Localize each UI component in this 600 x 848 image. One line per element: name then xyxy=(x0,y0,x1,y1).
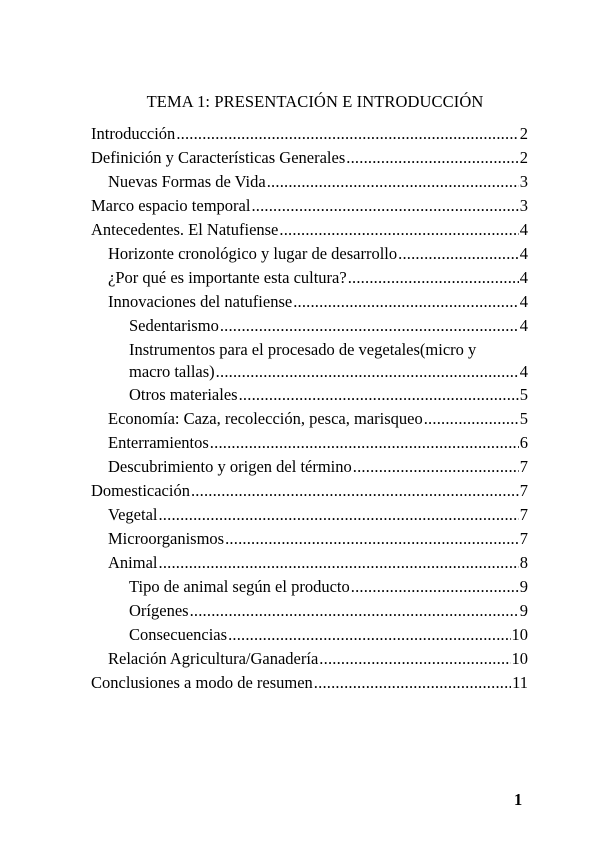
toc-entry-title: Enterramientos xyxy=(108,433,209,452)
toc-entry-title: Tipo de animal según el producto xyxy=(129,577,350,596)
toc-entry-marco[interactable] xyxy=(91,196,528,216)
footer-page-number: 1 xyxy=(514,790,523,809)
toc-leader-dots xyxy=(158,505,518,525)
toc-page-number: 4 xyxy=(519,268,528,287)
toc-entry-title: macro tallas) xyxy=(129,362,215,381)
toc-leader-dots xyxy=(279,220,518,240)
toc-page-number: 3 xyxy=(519,172,528,191)
toc-page-number: 6 xyxy=(519,433,528,452)
toc-entry-animal[interactable] xyxy=(108,553,528,573)
toc-leader-dots xyxy=(159,553,519,573)
toc-entry-enterramientos[interactable] xyxy=(108,433,528,453)
toc-leader-dots xyxy=(319,649,510,669)
toc-entry-title: Descubrimiento y origen del término xyxy=(108,457,352,476)
toc-leader-dots xyxy=(220,316,519,336)
toc-entry-origenes[interactable] xyxy=(129,601,528,621)
toc-page-number: 4 xyxy=(519,244,528,263)
toc-entry-title: Antecedentes. El Natufiense xyxy=(91,220,279,239)
toc-entry-por-que[interactable] xyxy=(108,268,528,288)
toc-entry-title: Marco espacio temporal xyxy=(91,196,251,215)
toc-page-number: 10 xyxy=(511,649,528,668)
toc-page-number: 10 xyxy=(511,625,528,644)
toc-page-number: 5 xyxy=(519,385,528,404)
toc-entry-instrumentos-line1[interactable]: Instrumentos para el procesado de vegetales(micro y xyxy=(129,340,477,359)
toc-entry-antecedentes[interactable] xyxy=(91,220,528,240)
toc-entry-title: Horizonte cronológico y lugar de desarrollo xyxy=(108,244,398,263)
toc-leader-dots xyxy=(348,268,519,288)
toc-leader-dots xyxy=(239,385,519,405)
toc-entry-title: Otros materiales xyxy=(129,385,238,404)
toc-leader-dots xyxy=(346,148,518,168)
toc-leader-dots xyxy=(210,433,519,453)
toc-page-number: 4 xyxy=(519,316,528,335)
toc-entry-microorganismos[interactable] xyxy=(108,529,528,549)
toc-leader-dots xyxy=(424,409,519,429)
toc-page-number: 4 xyxy=(519,362,528,381)
toc-entry-domesticacion[interactable] xyxy=(91,481,528,501)
toc-leader-dots xyxy=(190,601,519,621)
toc-page-number: 3 xyxy=(519,196,528,215)
toc-page-number: 9 xyxy=(519,601,528,620)
toc-page-number: 2 xyxy=(519,124,528,143)
toc-page-number: 7 xyxy=(519,457,528,476)
toc-entry-title: Vegetal xyxy=(108,505,158,524)
toc-entry-relacion[interactable] xyxy=(108,649,528,669)
toc-entry-title: Sedentarismo xyxy=(129,316,219,335)
toc-entry-title: ¿Por qué es importante esta cultura? xyxy=(108,268,347,287)
toc-leader-dots xyxy=(191,481,519,501)
toc-leader-dots xyxy=(228,625,510,645)
toc-entry-vegetal[interactable] xyxy=(108,505,528,525)
toc-entry-title: Relación Agricultura/Ganadería xyxy=(108,649,319,668)
toc-leader-dots xyxy=(225,529,519,549)
toc-leader-dots xyxy=(353,457,519,477)
toc-entry-horizonte[interactable] xyxy=(108,244,528,264)
toc-entry-title: Nuevas Formas de Vida xyxy=(108,172,266,191)
toc-entry-title: Innovaciones del natufiense xyxy=(108,292,293,311)
toc-entry-tipo-animal[interactable] xyxy=(129,577,528,597)
toc-page-number: 5 xyxy=(519,409,528,428)
toc-entry-definicion[interactable] xyxy=(91,148,528,168)
toc-page-number: 11 xyxy=(512,673,528,692)
page-title: TEMA 1: PRESENTACIÓN E INTRODUCCIÓN xyxy=(146,92,484,111)
toc-entry-consecuencias[interactable] xyxy=(129,625,528,645)
toc-leader-dots xyxy=(176,124,518,144)
toc-entry-title: Economía: Caza, recolección, pesca, marisqueo xyxy=(108,409,423,428)
toc-leader-dots xyxy=(293,292,519,312)
toc-entry-conclusiones[interactable] xyxy=(91,673,528,693)
toc-entry-title: Microorganismos xyxy=(108,529,225,548)
toc-page-number: 7 xyxy=(519,505,528,524)
toc-leader-dots xyxy=(216,362,519,382)
toc-leader-dots xyxy=(351,577,519,597)
toc-entry-innovaciones[interactable] xyxy=(108,292,528,312)
toc-entry-instrumentos[interactable] xyxy=(129,362,528,382)
toc-page-number: 4 xyxy=(519,220,528,239)
toc-entry-economia[interactable] xyxy=(108,409,528,429)
toc-entry-title: Definición y Características Generales xyxy=(91,148,346,167)
toc-entry-descubrimiento[interactable] xyxy=(108,457,528,477)
toc-entry-title: Domesticación xyxy=(91,481,190,500)
toc-page-number: 2 xyxy=(519,148,528,167)
toc-page-number: 8 xyxy=(519,553,528,572)
toc-leader-dots xyxy=(398,244,519,264)
toc-entry-title: Consecuencias xyxy=(129,625,228,644)
toc-page-number: 7 xyxy=(519,529,528,548)
toc-page-number: 4 xyxy=(519,292,528,311)
toc-page-number: 7 xyxy=(519,481,528,500)
toc-leader-dots xyxy=(314,673,511,693)
toc-entry-title: Conclusiones a modo de resumen xyxy=(91,673,313,692)
toc-entry-sedentarismo[interactable] xyxy=(129,316,528,336)
toc-entry-otros-materiales[interactable] xyxy=(129,385,528,405)
toc-entry-title: Introducción xyxy=(91,124,176,143)
toc-entry-title: Orígenes xyxy=(129,601,189,620)
toc-page-number: 9 xyxy=(519,577,528,596)
toc-entry-nuevas-formas[interactable] xyxy=(108,172,528,192)
toc-leader-dots xyxy=(251,196,518,216)
toc-leader-dots xyxy=(267,172,519,192)
toc-entry-title: Animal xyxy=(108,553,158,572)
toc-entry-introduccion[interactable] xyxy=(91,124,528,144)
